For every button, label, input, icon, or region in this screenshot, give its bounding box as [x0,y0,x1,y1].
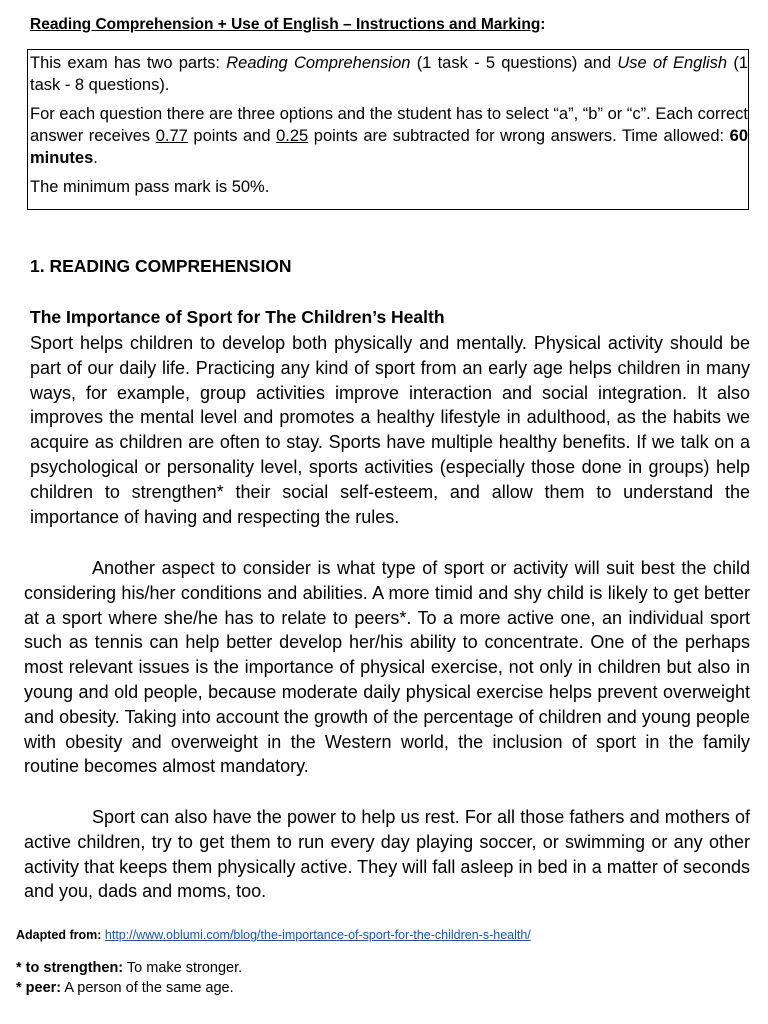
correct-points: 0.77 [155,127,188,145]
instructions-box [27,49,749,210]
instructions-parts [30,52,748,96]
article-paragraph-1: Sport helps children to develop both physically and mentally. Physical activity should be part of our daily life. Practicing any kind of sport from an early age helps children in many ways, for example, group activities improve interaction and social integration. It also improves the mental level and promotes a healthy lifestyle in adulthood, as the habits we acquire as children are often to stay. Sports have multiple healthy benefits. If we talk on a psychological or personality level, sports activities (especially those done in groups) help children to strengthen* their social self-esteem, and allow them to understand the importance of having and respecting the rules. [30,333,750,527]
penalty-points: 0.25 [276,127,309,145]
instructions-text: (1 task - 5 questions) and [410,54,618,72]
article-paragraph-3: Sport can also have the power to help us rest. For all those fathers and mothers of active children, try to get them to run every day playing soccer, or swimming or any other activity that keeps them physically active. They will fall asleep in bed in a matter of seconds and you, dads and moms, too. [24,807,750,902]
instructions-text: (1 task - 8 questions). [30,54,749,94]
glossary-definition: To make stronger. [126,960,243,976]
instructions-text: This exam has two parts: [30,54,227,72]
time-allowed: 60 minutes [30,127,748,167]
instructions-text: For each question there are three options and the student has to select “a”, “b” or “c”. Each correct answer receives [30,105,748,145]
pass-mark: The minimum pass mark is 50%. [30,178,270,196]
page-heading [30,16,750,34]
source-label: Adapted from: [16,928,102,942]
instructions-marking [30,103,748,169]
instructions-text: . [93,149,98,167]
instructions-text: points are subtracted for wrong answers. Time allowed: [308,127,730,145]
page-title: Reading Comprehension + Use of English – Instructions and Marking [30,16,541,33]
section-title: 1. READING COMPREHENSION [30,256,292,276]
article-title: The Importance of Sport for The Children’s Health [30,307,445,327]
page-title-colon: : [540,16,546,33]
part-reading-comprehension: Reading Comprehension [226,54,411,72]
article-paragraph-2: Another aspect to consider is what type of sport or activity will suit best the child considering his/her conditions and abilities. A more timid and shy child is likely to get better at a sport where she/he has to relate to peers*. To a more active one, an individual sport such as tennis can help better develop her/his ability to concentrate. One of the perhaps most relevant issues is the importance of physical exercise, not only in children but also in young and old people, because moderate daily physical exercise helps prevent overweight and obesity. Taking into account the growth of the percentage of children and young people with obesity and overweight in the Western world, the inclusion of sport in the family routine becomes almost mandatory. [24,558,750,777]
glossary-term: * to strengthen: [16,960,124,976]
glossary-item [16,960,242,976]
glossary-item [16,980,234,996]
source-link[interactable]: http://www.oblumi.com/blog/the-importance-of-sport-for-the-children-s-health/ [104,928,531,942]
instructions-text: points and [187,127,277,145]
glossary-term: * peer: [16,980,62,996]
glossary-definition: A person of the same age. [64,980,234,996]
source-citation [16,928,531,942]
part-use-of-english: Use of English [617,54,728,72]
